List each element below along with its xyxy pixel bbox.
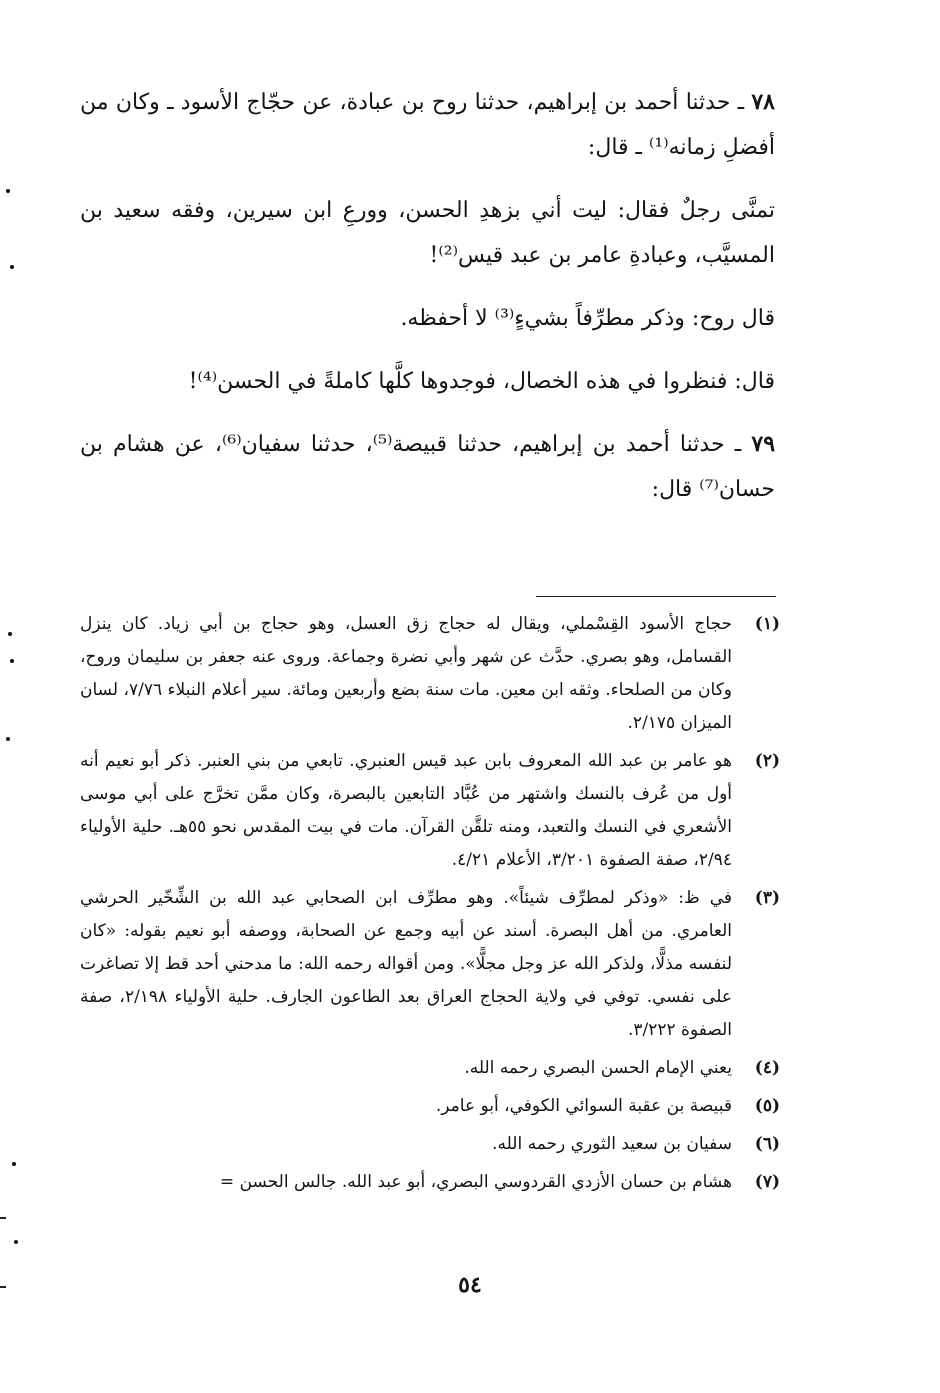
footnote-text: سفيان بن سعيد الثوري رحمه الله. — [492, 1134, 732, 1154]
footnote — [80, 1052, 780, 1085]
entry-number: ٧٨ — [751, 89, 775, 115]
footnote — [80, 1166, 780, 1199]
footnote-number: (٦) — [754, 1134, 780, 1154]
paragraph — [80, 359, 775, 404]
paragraph — [80, 80, 775, 170]
footnote-number: (٢) — [754, 751, 780, 771]
paragraph-text: تمنَّى رجلٌ فقال: ليت أني بزهدِ الحسن، وورعِ ابن سيرين، وفقه سعيد بن المسيَّب، وعبادةِ عامر بن عبد قيس⁽²⁾! — [80, 198, 775, 268]
scan-speck — [8, 632, 12, 636]
footnote-number: (٥) — [754, 1096, 780, 1116]
scan-edge-mark — [0, 1217, 6, 1219]
page-number: ٥٤ — [458, 1272, 482, 1298]
footnote-number: (١) — [754, 614, 780, 634]
footnote — [80, 745, 780, 877]
paragraph-text: ـ حدثنا أحمد بن إبراهيم، حدثنا قبيصة⁽⁵⁾، حدثنا سفيان⁽⁶⁾، عن هشام بن حسان⁽⁷⁾ قال: — [80, 432, 775, 502]
footnote — [80, 882, 780, 1047]
scan-speck — [12, 1162, 16, 1166]
main-text — [80, 80, 775, 530]
scan-speck — [6, 189, 10, 193]
paragraph — [80, 422, 775, 512]
paragraph-text: قال روح: وذكر مطرِّفاً بشيءٍ⁽³⁾ لا أحفظه. — [400, 306, 775, 331]
scan-speck — [10, 659, 14, 663]
footnote-separator — [536, 596, 776, 597]
footnote-text: في ظ: «وذكر لمطرِّف شيئاً». وهو مطرِّف ابن الصحابي عبد الله بن الشِّخّير الحرشي العامري. من أهل البصرة. أسند عن أبيه وجمع عن الصحابة، ووصفه أبو نعيم بقوله: «كان لنفسه مذلًّا، ولذكر الله عز وجل مجلًّا». ومن أقواله رحمه الله: ما مدحني أحد قط إلا تصاغرت على نفسي. توفي في ولاية الحجاج العراق بعد الطاعون الجارف. حلية الأولياء ٢/١٩٨، صفة الصفوة ٣/٢٢٢. — [80, 888, 732, 1040]
scan-edge-mark — [0, 1286, 6, 1288]
entry-number: ٧٩ — [751, 431, 776, 457]
footnote-text: يعني الإمام الحسن البصري رحمه الله. — [464, 1058, 732, 1078]
paragraph-text: ـ حدثنا أحمد بن إبراهيم، حدثنا روح بن عبادة، عن حجّاج الأسود ـ وكان من أفضلِ زمانه⁽¹⁾ ـ قال: — [80, 90, 775, 160]
footnote-text: هو عامر بن عبد الله المعروف بابن عبد قيس العنبري. تابعي من بني العنبر. ذكر أبو نعيم أنه أول من عُرف بالنسك واشتهر من عُبَّاد التابعين بالبصرة، وكان ممَّن تخرَّج على أبي موسى الأشعري في النسك والتعبد، ومنه تلقَّن القرآن. مات في بيت المقدس نحو ٥٥هـ. حلية الأولياء ٢/٩٤، صفة الصفوة ٣/٢٠١، الأعلام ٤/٢١. — [80, 751, 732, 870]
paragraph — [80, 296, 775, 341]
footnote-number: (٤) — [754, 1058, 780, 1078]
paragraph — [80, 188, 775, 278]
footnote-text: حجاج الأسود القِسْملي، ويقال له حجاج زق العسل، وهو حجاج بن أبي زياد. كان ينزل القسامل، وهو بصري. حدَّث عن شهر وأبي نضرة وجماعة. وروى عنه جعفر بن سليمان وروح، وكان من الصلحاء. وثقه ابن معين. مات سنة بضع وأربعين ومائة. سير أعلام النبلاء ٧/٧٦، لسان الميزان ٢/١٧٥. — [80, 614, 732, 733]
footnote-text: هشام بن حسان الأزدي القردوسي البصري، أبو عبد الله. جالس الحسن = — [219, 1172, 732, 1192]
footnote — [80, 1128, 780, 1161]
footnote-number: (٣) — [754, 888, 780, 908]
footnotes — [80, 608, 780, 1204]
paragraph-text: قال: فنظروا في هذه الخصال، فوجدوها كلَّها كاملةً في الحسن⁽⁴⁾! — [188, 369, 775, 394]
scan-speck — [6, 737, 10, 741]
footnote — [80, 608, 780, 740]
footnote-number: (٧) — [754, 1172, 780, 1192]
footnote-text: قبيصة بن عقبة السوائي الكوفي، أبو عامر. — [435, 1096, 732, 1116]
scan-speck — [10, 265, 14, 269]
scan-speck — [14, 1240, 18, 1244]
footnote — [80, 1090, 780, 1123]
